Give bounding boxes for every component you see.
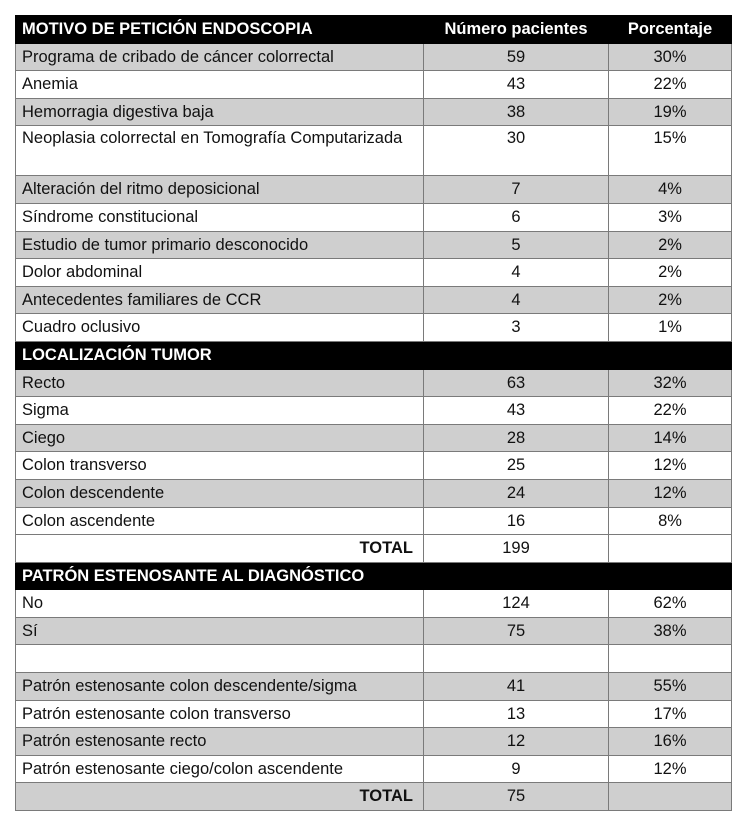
section-header-empty (609, 562, 732, 590)
row-percent: 4% (609, 176, 732, 204)
table-row (16, 700, 732, 728)
section-header-localizacion (16, 341, 732, 369)
row-percent: 62% (609, 590, 732, 618)
row-count: 13 (424, 700, 609, 728)
row-label: Programa de cribado de cáncer colorrectal (16, 43, 424, 71)
table-row (16, 479, 732, 507)
row-count: 124 (424, 590, 609, 618)
row-label: Sí (16, 617, 424, 645)
table-row (16, 397, 732, 425)
table-row (16, 452, 732, 480)
section-title-patron: PATRÓN ESTENOSANTE AL DIAGNÓSTICO (16, 562, 424, 590)
table-row (16, 286, 732, 314)
header-porcentaje: Porcentaje (609, 16, 732, 44)
row-count: 38 (424, 98, 609, 126)
row-count: 12 (424, 728, 609, 756)
row-label: Estudio de tumor primario desconocido (16, 231, 424, 259)
row-label: No (16, 590, 424, 618)
row-percent: 55% (609, 673, 732, 701)
row-label: Dolor abdominal (16, 259, 424, 287)
table-row (16, 590, 732, 618)
data-table-container (15, 15, 731, 811)
row-count: 5 (424, 231, 609, 259)
table-row (16, 728, 732, 756)
row-label: Recto (16, 369, 424, 397)
row-count: 59 (424, 43, 609, 71)
row-percent: 22% (609, 71, 732, 99)
row-percent: 17% (609, 700, 732, 728)
row-percent: 16% (609, 728, 732, 756)
table-row (16, 231, 732, 259)
table-row (16, 755, 732, 783)
total-value: 75 (424, 783, 609, 811)
row-label: Patrón estenosante colon transverso (16, 700, 424, 728)
row-label: Colon transverso (16, 452, 424, 480)
table-row (16, 126, 732, 176)
row-percent: 38% (609, 617, 732, 645)
row-label: Patrón estenosante recto (16, 728, 424, 756)
total-row-patron (16, 783, 732, 811)
row-percent: 2% (609, 259, 732, 287)
row-percent: 32% (609, 369, 732, 397)
row-label: Hemorragia digestiva baja (16, 98, 424, 126)
endoscopy-results-table (15, 15, 732, 811)
total-value: 199 (424, 535, 609, 563)
section-header-empty (424, 341, 609, 369)
row-count: 43 (424, 71, 609, 99)
row-count: 4 (424, 259, 609, 287)
row-count: 28 (424, 424, 609, 452)
row-percent: 2% (609, 231, 732, 259)
row-count: 25 (424, 452, 609, 480)
row-label: Patrón estenosante ciego/colon ascendente (16, 755, 424, 783)
table-row (16, 176, 732, 204)
table-row (16, 369, 732, 397)
total-empty-cell (609, 783, 732, 811)
row-count: 43 (424, 397, 609, 425)
row-label: Síndrome constitucional (16, 203, 424, 231)
section-header-empty (424, 562, 609, 590)
row-label: Colon ascendente (16, 507, 424, 535)
row-percent: 12% (609, 479, 732, 507)
row-percent: 14% (609, 424, 732, 452)
row-label: Neoplasia colorrectal en Tomografía Computarizada (16, 126, 424, 176)
table-row (16, 673, 732, 701)
spacer-cell (609, 645, 732, 673)
row-count: 30 (424, 126, 609, 176)
row-count: 4 (424, 286, 609, 314)
row-percent: 22% (609, 397, 732, 425)
section-header-patron (16, 562, 732, 590)
row-percent: 2% (609, 286, 732, 314)
header-numero-pacientes: Número pacientes (424, 16, 609, 44)
row-count: 9 (424, 755, 609, 783)
section-title-localizacion: LOCALIZACIÓN TUMOR (16, 341, 424, 369)
row-percent: 12% (609, 755, 732, 783)
table-row (16, 98, 732, 126)
row-label: Antecedentes familiares de CCR (16, 286, 424, 314)
row-percent: 19% (609, 98, 732, 126)
row-count: 24 (424, 479, 609, 507)
row-count: 75 (424, 617, 609, 645)
row-label: Anemia (16, 71, 424, 99)
total-label: TOTAL (16, 783, 424, 811)
row-count: 3 (424, 314, 609, 342)
total-label: TOTAL (16, 535, 424, 563)
spacer-cell (16, 645, 424, 673)
row-count: 7 (424, 176, 609, 204)
spacer-cell (424, 645, 609, 673)
spacer-row (16, 645, 732, 673)
row-percent: 1% (609, 314, 732, 342)
row-count: 41 (424, 673, 609, 701)
row-percent: 8% (609, 507, 732, 535)
table-row (16, 617, 732, 645)
table-row (16, 203, 732, 231)
row-label: Ciego (16, 424, 424, 452)
table-row (16, 424, 732, 452)
row-percent: 15% (609, 126, 732, 176)
row-count: 16 (424, 507, 609, 535)
table-row (16, 43, 732, 71)
table-row (16, 507, 732, 535)
row-percent: 12% (609, 452, 732, 480)
row-label: Sigma (16, 397, 424, 425)
row-label: Patrón estenosante colon descendente/sigma (16, 673, 424, 701)
row-count: 6 (424, 203, 609, 231)
total-row-localizacion (16, 535, 732, 563)
table-header-row (16, 16, 732, 44)
table-row (16, 314, 732, 342)
row-percent: 3% (609, 203, 732, 231)
header-motivo: MOTIVO DE PETICIÓN ENDOSCOPIA (16, 16, 424, 44)
total-empty-cell (609, 535, 732, 563)
row-label: Colon descendente (16, 479, 424, 507)
row-count: 63 (424, 369, 609, 397)
row-percent: 30% (609, 43, 732, 71)
table-row (16, 259, 732, 287)
section-header-empty (609, 341, 732, 369)
row-label: Alteración del ritmo deposicional (16, 176, 424, 204)
table-row (16, 71, 732, 99)
row-label: Cuadro oclusivo (16, 314, 424, 342)
